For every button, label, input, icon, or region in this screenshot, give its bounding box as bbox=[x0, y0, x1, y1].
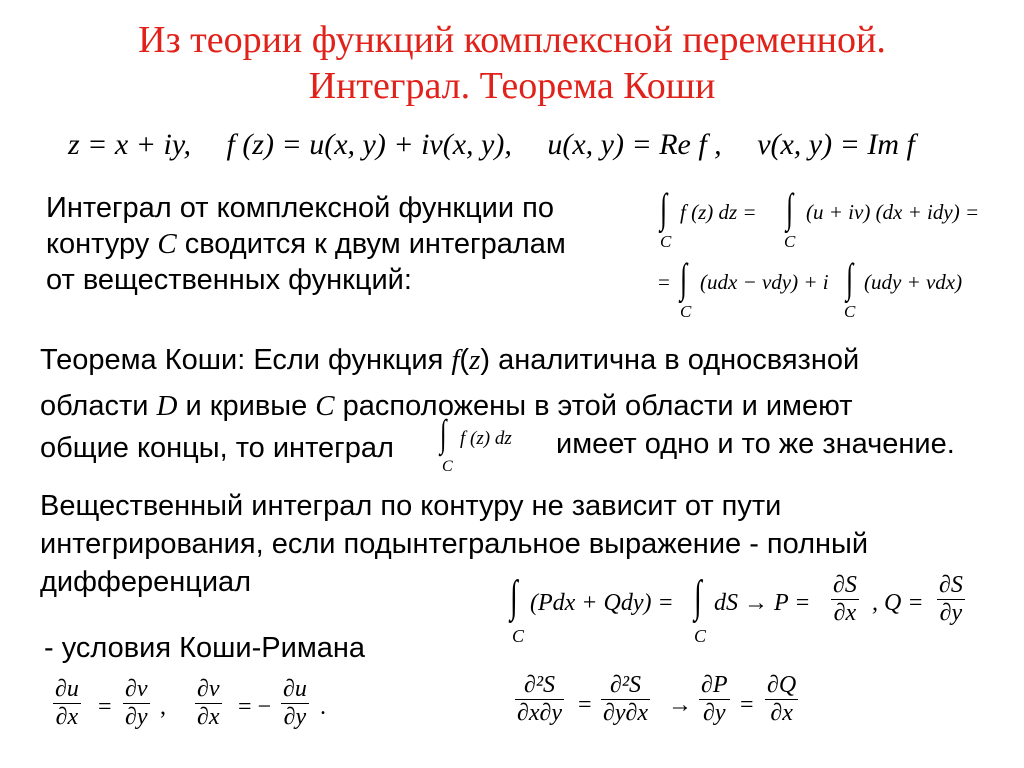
mixed-derivatives-formula bbox=[512, 672, 812, 746]
cauchy-inline-integral bbox=[440, 413, 550, 480]
cr-period: . bbox=[320, 694, 326, 720]
fraction-du-dy: $\frac{\partial u}{\partial y}$ bbox=[283, 676, 307, 730]
formula-definitions bbox=[68, 128, 915, 162]
contour-subscript: C bbox=[442, 458, 453, 475]
integral-sign: ∫ bbox=[680, 255, 688, 302]
real-integral-line-1: Вещественный интеграл по контуру не зависит от пути bbox=[40, 490, 782, 522]
contour-subscript: C bbox=[512, 626, 525, 646]
fraction-dv-dx: $\frac{\partial v}{\partial x}$ bbox=[197, 676, 220, 730]
pq-part-1: (Pdx + Qdy) = bbox=[530, 590, 674, 616]
fraction-dv-dy: $\frac{\partial v}{\partial y}$ bbox=[125, 676, 148, 730]
fraction-dS-dy: $\frac{\partial S}{\partial y}$ bbox=[939, 572, 963, 626]
cauchy-riemann-label: - условия Коши-Римана bbox=[44, 632, 366, 664]
cr-comma: , bbox=[160, 694, 166, 720]
mixed-arrow: → bbox=[668, 692, 692, 718]
complex-integral-formula bbox=[656, 185, 1006, 330]
mixed-equals: = bbox=[578, 692, 592, 718]
slide-title-line-1: Из теории функций комплексной переменной. bbox=[138, 19, 886, 61]
fraction-dP-dy: $\frac{\partial P}{\partial y}$ bbox=[701, 672, 728, 726]
cr-equals-minus: = − bbox=[238, 694, 272, 720]
fraction-d2S-dxdy: $\frac{\text{∂²S}}{\partial x\partial y}$ bbox=[517, 672, 563, 726]
integral-sign: ∫ bbox=[660, 185, 668, 232]
formula-right-part-3: (udx − vdy) + i bbox=[700, 270, 829, 294]
contour-subscript: C bbox=[680, 302, 692, 321]
cauchy-line-3: общие концы, то интеграл bbox=[40, 432, 394, 464]
complex-integral-text bbox=[46, 190, 566, 298]
formula-right-part-1: f (z) dz = bbox=[680, 200, 757, 224]
fraction-du-dx: $\frac{\partial u}{\partial x}$ bbox=[55, 676, 79, 730]
complex-integral-line-2: контуру C сводится к двум интегралам bbox=[46, 228, 566, 260]
complex-integral-line-3: от вещественных функций: bbox=[46, 264, 412, 296]
complex-integral-line-1: Интеграл от комплексной функции по bbox=[46, 192, 554, 224]
cauchy-riemann-formula bbox=[50, 676, 350, 746]
cauchy-line-2: области D и кривые C расположены в этой области и имеют bbox=[40, 390, 853, 422]
integral-sign: ∫ bbox=[510, 572, 518, 622]
formula-u: u(x, y) = Re f , bbox=[547, 128, 722, 161]
real-integral-line-3: дифференциал bbox=[40, 566, 252, 598]
fraction-dS-dx: $\frac{\partial S}{\partial x}$ bbox=[833, 572, 857, 626]
fraction-dQ-dx: $\frac{\partial Q}{\partial x}$ bbox=[767, 672, 797, 726]
formula-right-equals: = bbox=[658, 270, 670, 294]
pq-part-2: dS → P = bbox=[714, 590, 811, 616]
fraction-d2S-dydx: $\frac{\text{∂²S}}{\partial y\partial x}$ bbox=[603, 672, 649, 726]
cauchy-line-1: Теорема Коши: Если функция f(z) аналитична в односвязной bbox=[40, 344, 860, 376]
formula-f: f (z) = u(x, y) + iv(x, y), bbox=[226, 128, 512, 161]
formula-z: z = x + iy, bbox=[68, 128, 191, 161]
formula-v: v(x, y) = Im f bbox=[757, 128, 915, 161]
formula-right-part-4: (udy + vdx) bbox=[864, 270, 963, 294]
slide-title-line-2: Интеграл. Теорема Коши bbox=[308, 65, 716, 107]
pq-formula bbox=[510, 574, 980, 654]
contour-subscript: C bbox=[784, 232, 796, 251]
pq-sep: , Q = bbox=[872, 590, 924, 616]
mixed-equals-2: = bbox=[740, 692, 754, 718]
real-integral-line-2: интегрирования, если подынтегральное выражение - полный bbox=[40, 528, 869, 560]
cr-equals: = bbox=[98, 694, 112, 720]
integral-sign: ∫ bbox=[846, 255, 854, 302]
integral-sign: ∫ bbox=[440, 413, 447, 456]
integral-sign: ∫ bbox=[694, 572, 702, 622]
contour-subscript: C bbox=[660, 232, 672, 251]
contour-subscript: C bbox=[844, 302, 856, 321]
contour-subscript: C bbox=[694, 626, 707, 646]
integral-sign: ∫ bbox=[786, 185, 794, 232]
cauchy-line-3-end: имеет одно и то же значение. bbox=[556, 428, 955, 460]
inline-integrand: f (z) dz bbox=[460, 428, 512, 449]
formula-right-part-2: (u + iv) (dx + idy) = bbox=[806, 200, 980, 224]
